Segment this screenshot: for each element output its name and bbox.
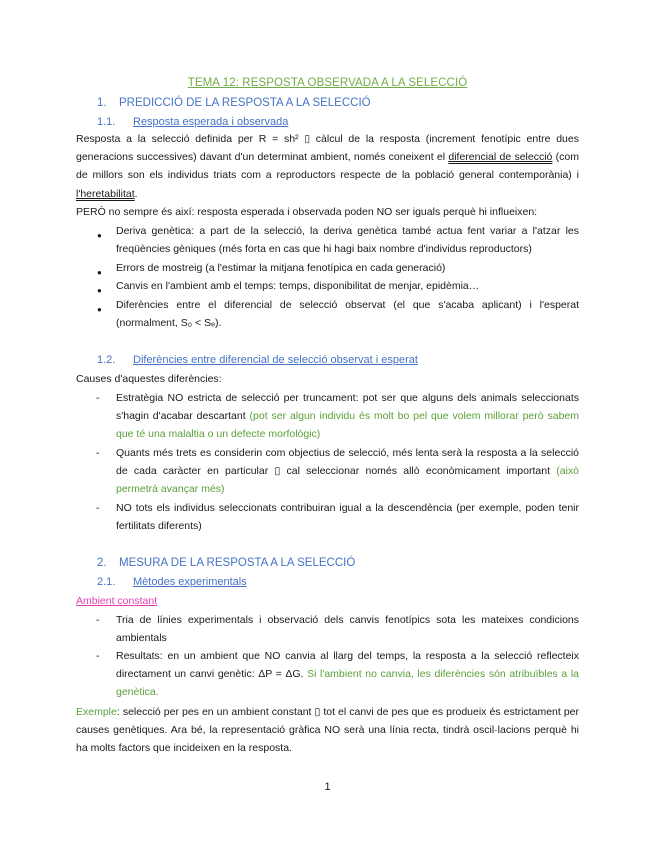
dash-text bbox=[116, 647, 579, 702]
bullet-text: Canvis en l'ambient amb el temps: temps, disponibilitat de menjar, epidèmia… bbox=[116, 280, 480, 292]
section-1-title: PREDICCIÓ DE LA RESPOSTA A LA SELECCIÓ bbox=[119, 97, 371, 109]
paragraph-response-definition bbox=[76, 130, 579, 203]
dash-text-note: Si l'ambient no canvia, les diferències són atribuïbles a la genètica. bbox=[116, 668, 579, 699]
example-paragraph bbox=[76, 703, 579, 758]
dash-icon: - bbox=[96, 502, 100, 514]
dash-text-note: (això permetrà avançar més) bbox=[116, 465, 579, 496]
paragraph-text: Resposta a la selecció definida per R = sh² ▯ càlcul de la resposta (increment fenotípic entre dues generacions successives) davant d'un determinat ambient, només coneixent el bbox=[76, 133, 579, 164]
dash-text bbox=[116, 444, 579, 499]
dash-icon: - bbox=[96, 614, 100, 626]
heritability-term: l'heretabilitat bbox=[76, 187, 135, 200]
dash-text-main: Resultats: en un ambient que NO canvia al llarg del temps, la resposta a la selecció reflecteix directament un canvi genètic: ΔP = ΔG. bbox=[116, 650, 579, 681]
section-1-number: 1. bbox=[97, 97, 107, 109]
selection-differential-term: diferencial de selecció bbox=[448, 151, 553, 164]
subsection-1-2-heading bbox=[97, 354, 418, 366]
dash-text bbox=[116, 389, 579, 444]
bullet-icon: ● bbox=[97, 305, 102, 314]
dash-text-main: Tria de línies experimentals i observació dels canvis fenotípics sota les mateixes condicions ambientals bbox=[116, 614, 579, 645]
bullet-icon: ● bbox=[97, 286, 102, 295]
example-text: : selecció per pes en un ambient constant ▯ tot el canvi de pes que es produeix és estrictament per causes genètiques. Ara bé, la representació gràfica NO serà una línia recta, tindrà oscil·lacions perquè hi ha molts factors que incideixen en la resposta. bbox=[76, 706, 579, 755]
ambient-constant-label bbox=[76, 592, 579, 610]
subsection-1-1-heading bbox=[97, 116, 288, 128]
bullet-text: Errors de mostreig (a l'estimar la mitjana fenotípica en cada generació) bbox=[116, 262, 446, 274]
causes-label: Causes d'aquestes diferències: bbox=[76, 373, 222, 385]
paragraph-text: . bbox=[134, 187, 138, 200]
subsection-2-1-heading bbox=[97, 576, 247, 588]
subsection-1-1-number: 1.1. bbox=[97, 116, 116, 128]
dash-icon: - bbox=[96, 392, 100, 404]
document-title: TEMA 12: RESPOSTA OBSERVADA A LA SELECCIÓ bbox=[187, 77, 468, 89]
bullet-text: Diferències entre el diferencial de selecció observat (el que s'acaba aplicant) i l'esperat (normalment, S₀ < Sₑ). bbox=[116, 299, 579, 330]
dash-icon: - bbox=[96, 447, 100, 459]
section-2-heading bbox=[97, 557, 355, 569]
example-label: Exemple bbox=[76, 706, 117, 718]
section-2-title: MESURA DE LA RESPOSTA A LA SELECCIÓ bbox=[119, 557, 356, 569]
subsection-1-2-number: 1.2. bbox=[97, 354, 116, 366]
section-2-number: 2. bbox=[97, 557, 107, 569]
dash-icon: - bbox=[96, 650, 100, 662]
bullet-icon: ● bbox=[97, 231, 102, 240]
dash-text-note: (pot ser algun individu és molt bo pel que volem millorar però sabem que té una malaltia o un defecte morfològic) bbox=[116, 410, 579, 441]
dash-text bbox=[116, 499, 579, 535]
dash-text bbox=[116, 611, 579, 647]
subsection-2-1-number: 2.1. bbox=[97, 576, 116, 588]
page-number: 1 bbox=[324, 781, 331, 793]
subsection-2-1-title: Mètodes experimentals bbox=[133, 576, 247, 588]
dash-text-main: NO tots els individus seleccionats contribuiran igual a la descendència (per exemple, poden tenir fertilitats diferents) bbox=[116, 502, 579, 533]
bullet-icon: ● bbox=[97, 268, 102, 277]
section-1-heading bbox=[97, 97, 371, 109]
dash-text-main: Estratègia NO estricta de selecció per truncament: pot ser que alguns dels animals seleccionats s'hagin d'acabar descartant bbox=[116, 392, 579, 423]
paragraph-but-not-always: PERÒ no sempre és així: resposta esperada i observada poden NO ser iguals perquè hi influeixen: bbox=[76, 206, 538, 218]
subsection-1-1-title: Resposta esperada i observada bbox=[133, 116, 289, 128]
dash-text-main: Quants més trets es considerin com objectius de selecció, més lenta serà la resposta a la selecció de cada caràcter en particular ▯ cal seleccionar només allò econòmicament important bbox=[116, 447, 579, 478]
subsection-1-2-title: Diferències entre diferencial de selecció observat i esperat bbox=[133, 354, 418, 366]
paragraph-text: (com de millors son els individus triats com a reproductors respecte de la població general contemporània) i bbox=[76, 151, 579, 182]
ambient-constant-text: Ambient constant bbox=[76, 595, 158, 607]
bullet-text: Deriva genètica: a part de la selecció, la deriva genètica també actua fent variar a l'atzar les freqüències gèniques (més forta en cas que hi hagi baix nombre d'individus reproductors) bbox=[116, 225, 579, 256]
